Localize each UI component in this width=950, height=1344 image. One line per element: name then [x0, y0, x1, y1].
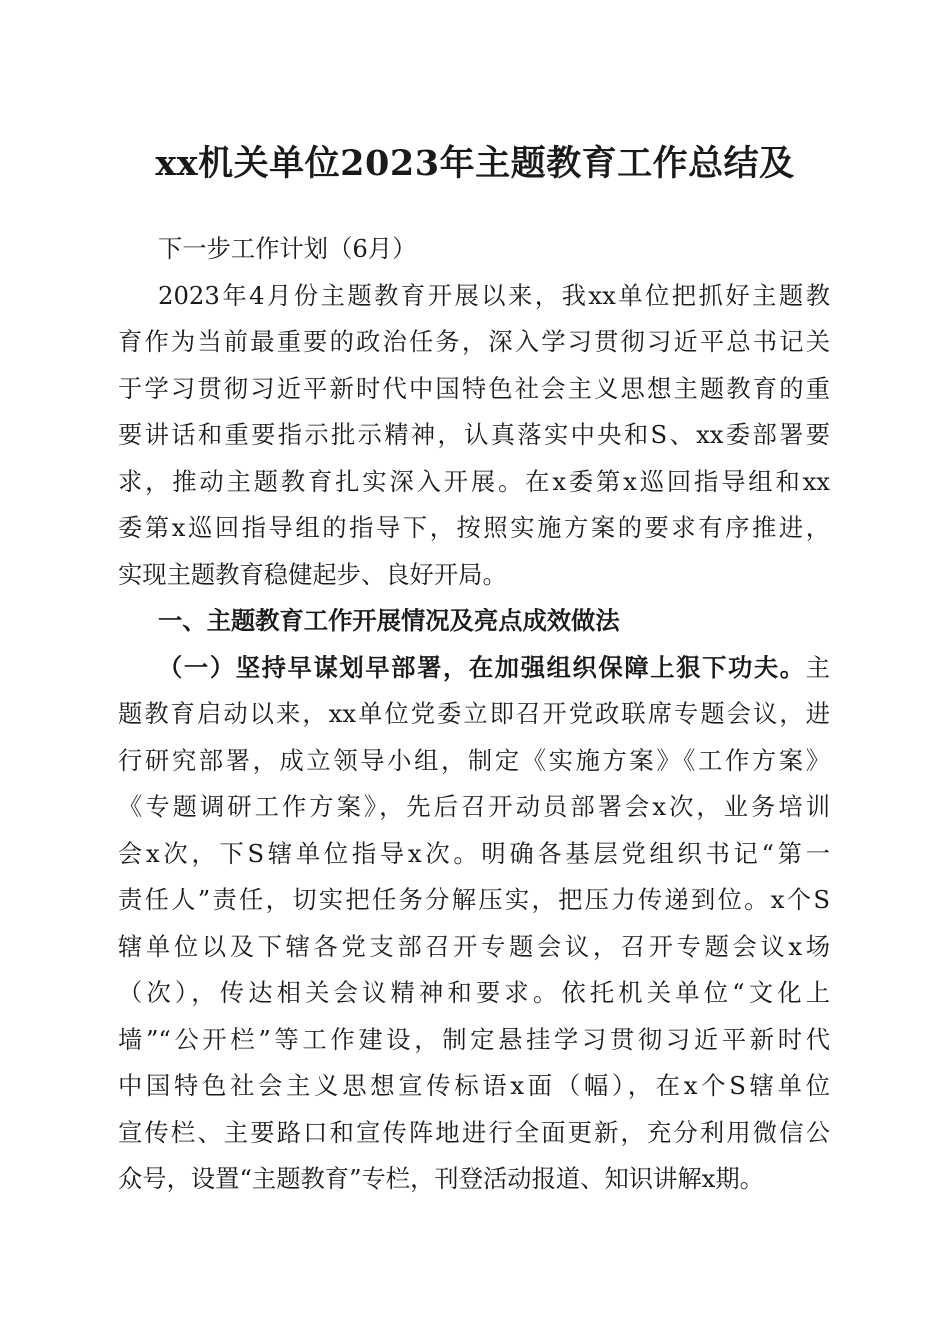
section-heading: 一、主题教育工作开展情况及亮点成效做法 — [158, 606, 620, 635]
paragraph-line: 辖单位以及下辖各党支部召开专题会议，召开专题会议x场 — [118, 931, 830, 961]
paragraph-line: 《专题调研工作方案》，先后召开动员部署会x次，业务培训 — [118, 792, 830, 821]
document-subtitle: 下一步工作计划（6月） — [158, 234, 417, 263]
paragraph-line: 责任人”责任，切实把任务分解压实，把压力传递到位。x个S — [118, 885, 830, 914]
paragraph-line: 众号，设置“主题教育”专栏，刊登活动报道、知识讲解x期。 — [118, 1164, 764, 1193]
document-title: xx机关单位2023年主题教育工作总结及 — [155, 143, 795, 184]
intro-line: 求，推动主题教育扎实深入开展。在x委第x巡回指导组和xx — [118, 466, 830, 496]
paragraph-line: 行研究部署，成立领导小组，制定《实施方案》《工作方案》 — [118, 745, 830, 775]
subsection-first-line — [118, 645, 830, 692]
paragraph-line: 题教育启动以来，xx单位党委立即召开党政联席专题会议，进 — [118, 699, 830, 728]
intro-line: 于学习贯彻习近平新时代中国特色社会主义思想主题教育的重 — [118, 373, 830, 403]
intro-line: 实现主题教育稳健起步、良好开局。 — [118, 559, 507, 589]
intro-line: 要讲话和重要指示批示精神，认真落实中央和S、xx委部署要 — [118, 420, 830, 449]
subsection-lead: （一）坚持早谋划早部署，在加强组织保障上狠下功夫。 — [158, 652, 806, 682]
paragraph-line: 中国特色社会主义思想宣传标语x面（幅），在x个S辖单位 — [118, 1071, 830, 1100]
paragraph-line: 墙”“公开栏”等工作建设，制定悬挂学习贯彻习近平新时代 — [118, 1024, 830, 1054]
intro-line: 育作为当前最重要的政治任务，深入学习贯彻习近平总书记关 — [118, 327, 830, 356]
paragraph-line: 会x次，下S辖单位指导x次。明确各基层党组织书记“第一 — [118, 838, 830, 868]
paragraph-line: 宣传栏、主要路口和宣传阵地进行全面更新，充分利用微信公 — [118, 1117, 830, 1147]
subsection-lead-rest: 主 — [805, 652, 830, 682]
document-body — [118, 226, 830, 1203]
intro-line: 2023年4月份主题教育开展以来，我xx单位把抓好主题教 — [158, 280, 830, 310]
paragraph-line: （次），传达相关会议精神和要求。依托机关单位“文化上 — [118, 978, 830, 1007]
intro-line: 委第x巡回指导组的指导下，按照实施方案的要求有序推进， — [118, 513, 830, 542]
